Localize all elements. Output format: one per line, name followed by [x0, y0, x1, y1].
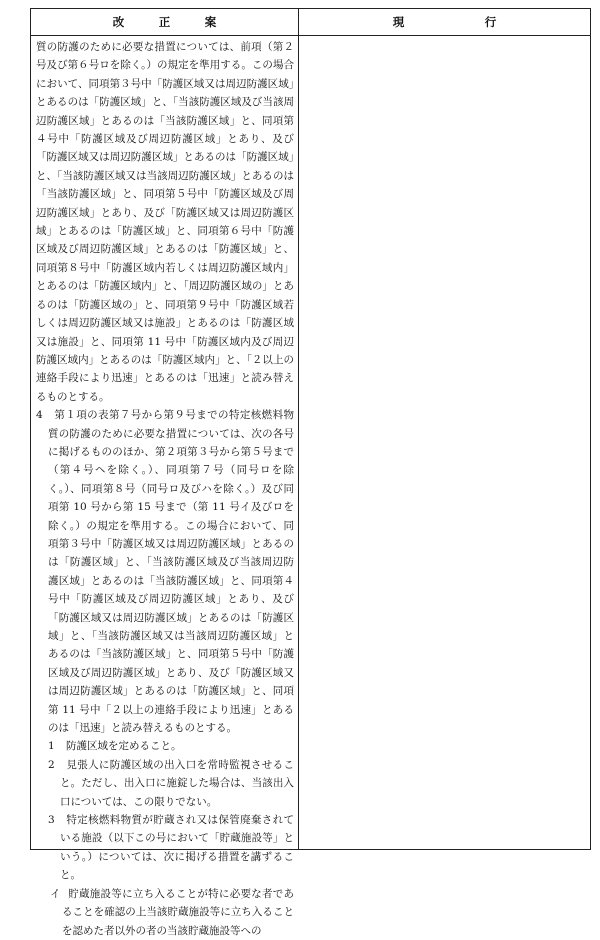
header-amendment-proposal: 改 正 案	[112, 15, 217, 29]
sub-item-i	[36, 885, 294, 940]
amendment-comparison-table	[30, 8, 591, 937]
current-column-body	[299, 37, 590, 849]
table-header-row	[31, 9, 590, 36]
item-text: 見張人に防護区域の出入口を常時監視させること。ただし、出入口に施錠した場合は、当該出入口については、この限りでない。	[60, 758, 294, 808]
item-2	[36, 756, 294, 811]
paragraph-number: 4	[36, 409, 43, 422]
paragraph-text: 第１項の表第７号から第９号までの特定核燃料物質の防護のために必要な措置については、次の各号に掲げるもののほか、第２項第３号から第５号まで（第４号ヘを除く。）、同項第７号（同号ロを除く。）、同項第８号（同号ロ及びハを除く。）及び同項第 10 号から第 15 号まで（第 11 号イ及びロを除く。）の規定を準用する。この場合において、同項第３号中「防護区域又は周辺防護区域」とあるのは「防護区域」と、「当該防護区域及び当該周辺防護区域」とあるのは「当該防護区域」と、同項第４号中「防護区域及び周辺防護区域」とあり、及び「防護区域又は周辺防護区域」とあるのは「防護区域」と、「当該防護区域又は当該周辺防護区域」とあるのは「当該防護区域」と、同項第５号中「防護区域及び周辺防護区域」とあり、及び「防護区域又は周辺防護区域」とあるのは「防護区域」と、同項第 11 号中「２以上の連絡手段により迅速」とあるのは「迅速」と読み替えるものとする。	[48, 409, 294, 735]
item-number: 1	[48, 740, 55, 753]
amendment-column-body	[36, 38, 294, 940]
paragraph-4	[36, 406, 294, 737]
sub-item-text: 貯蔵施設等に立ち入ることが特に必要な者であることを確認の上当該貯蔵施設等に立ち入ることを認めた者以外の者の当該貯蔵施設等への	[62, 887, 294, 937]
item-number: 2	[48, 758, 55, 771]
item-text: 特定核燃料物質が貯蔵され又は保管廃棄されている施設（以下この号において「貯蔵施設等」という。）については、次に掲げる措置を講ずること。	[60, 814, 294, 882]
sub-item-label: イ	[50, 887, 61, 900]
item-1	[36, 737, 294, 755]
item-3	[36, 811, 294, 885]
header-current-text: 現 行	[392, 15, 497, 29]
paragraph-continuation: 質の防護のために必要な措置については、前項（第２号及び第６号ロを除く。）の規定を準用する。この場合において、同項第３号中「防護区域又は周辺防護区域」とあるのは「防護区域」と、「当該防護区域及び当該周辺防護区域」とあるのは「当該防護区域」と、同項第４号中「防護区域及び周辺防護区域」とあり、及び「防護区域又は周辺防護区域」とあるのは「防護区域」と、「当該防護区域又は当該周辺防護区域」とあるのは「当該防護区域」と、同項第５号中「防護区域及び周辺防護区域」とあり、及び「防護区域又は周辺防護区域」とあるのは「防護区域」と、同項第６号中「防護区域及び周辺防護区域」とあるのは「防護区域」と、同項第８号中「防護区域内若しくは周辺防護区域内」とあるのは「防護区域内」と、「周辺防護区域の」とあるのは「防護区域の」と、同項第９号中「防護区域若しくは周辺防護区域又は施設」とあるのは「防護区域又は施設」と、同項第 11 号中「防護区域内及び周辺防護区域内」とあるのは「防護区域内」と、「２以上の連絡手段により迅速」とあるのは「迅速」と読み替えるものとする。	[36, 41, 294, 403]
item-number: 3	[48, 814, 55, 827]
item-text: 防護区域を定めること。	[66, 740, 182, 753]
